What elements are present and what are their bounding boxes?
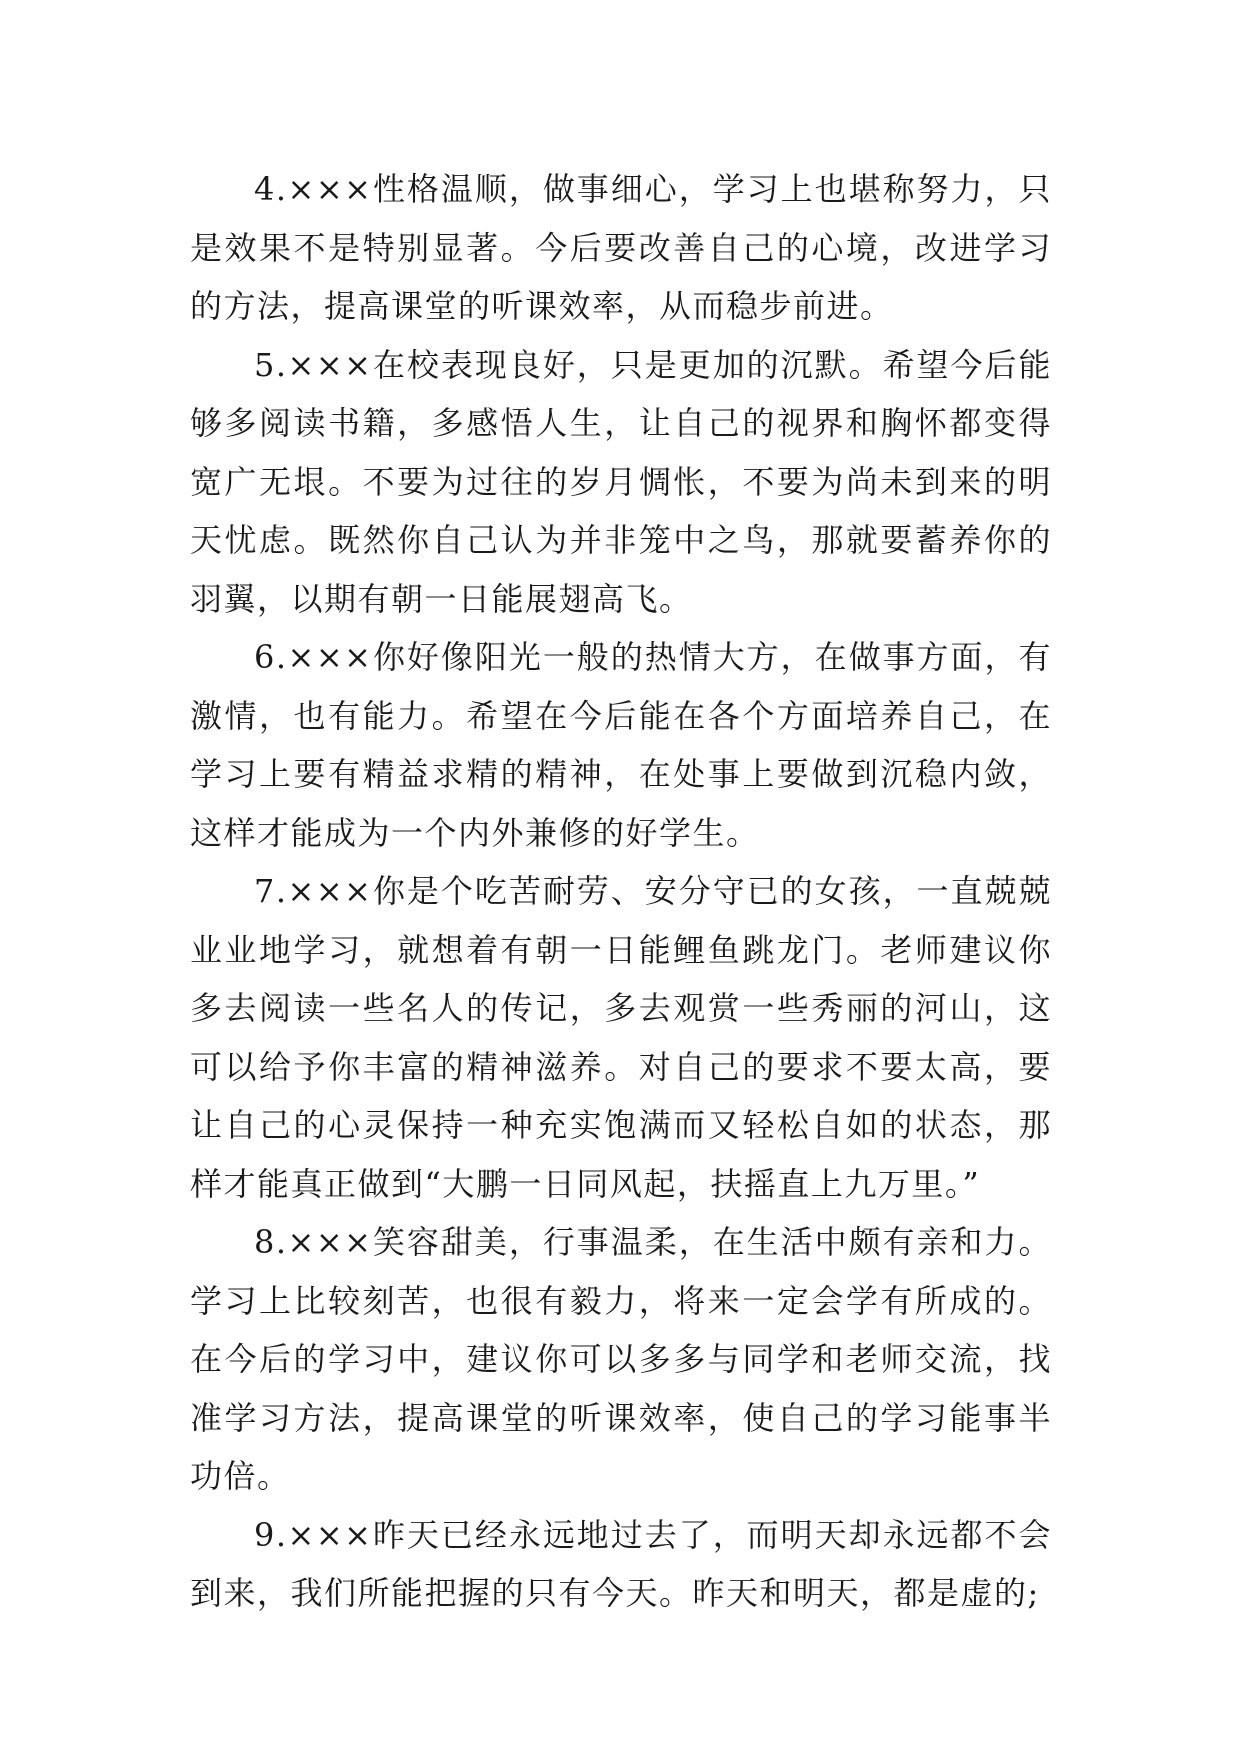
document-body: [190, 160, 1052, 1623]
paragraph-text: ×××在校表现良好，只是更加的沉默。希望今后能够多阅读书籍，多感悟人生，让自己的视界和胸怀都变得宽广无垠。不要为过往的岁月惆怅，不要为尚未到来的明天忧虑。既然你自己认为并非笼中之鸟，那就要蓄养你的羽翼，以期有朝一日能展翅高飞。: [190, 345, 1052, 618]
comment-paragraph-7: [190, 862, 1052, 1213]
comment-paragraph-4: [190, 160, 1052, 336]
paragraph-number: 6.: [254, 638, 288, 676]
paragraph-number: 7.: [254, 872, 288, 910]
comment-paragraph-9: [190, 1506, 1052, 1623]
comment-paragraph-6: [190, 628, 1052, 862]
comment-paragraph-5: [190, 336, 1052, 629]
comment-paragraph-8: [190, 1213, 1052, 1506]
paragraph-number: 8.: [254, 1223, 288, 1261]
paragraph-text: ×××你是个吃苦耐劳、安分守已的女孩，一直兢兢业业地学习，就想着有朝一日能鲤鱼跳龙门。老师建议你多去阅读一些名人的传记，多去观赏一些秀丽的河山，这可以给予你丰富的精神滋养。对自己的要求不要太高，要让自己的心灵保持一种充实饱满而又轻松自如的状态，那样才能真正做到“大鹏一日同风起，扶摇直上九万里。”: [190, 872, 1052, 1203]
paragraph-number: 9.: [254, 1515, 288, 1554]
paragraph-text: ×××笑容甜美，行事温柔，在生活中颇有亲和力。学习上比较刻苦，也很有毅力，将来一定会学有所成的。在今后的学习中，建议你可以多多与同学和老师交流，找准学习方法，提高课堂的听课效率，使自己的学习能事半功倍。: [190, 1223, 1052, 1495]
paragraph-text: ×××你好像阳光一般的热情大方，在做事方面，有激情，也有能力。希望在今后能在各个方面培养自己，在学习上要有精益求精的精神，在处事上要做到沉稳内敛，这样才能成为一个内外兼修的好学生。: [190, 638, 1052, 852]
paragraph-text: ×××昨天已经永远地过去了，而明天却永远都不会到来，我们所能把握的只有今天。昨天和明天，都是虚的;: [190, 1515, 1052, 1612]
paragraph-text: ×××性格温顺，做事细心，学习上也堪称努力，只是效果不是特别显著。今后要改善自己的心境，改进学习的方法，提高课堂的听课效率，从而稳步前进。: [190, 170, 1052, 325]
paragraph-number: 4.: [254, 170, 288, 208]
paragraph-number: 5.: [254, 345, 288, 384]
